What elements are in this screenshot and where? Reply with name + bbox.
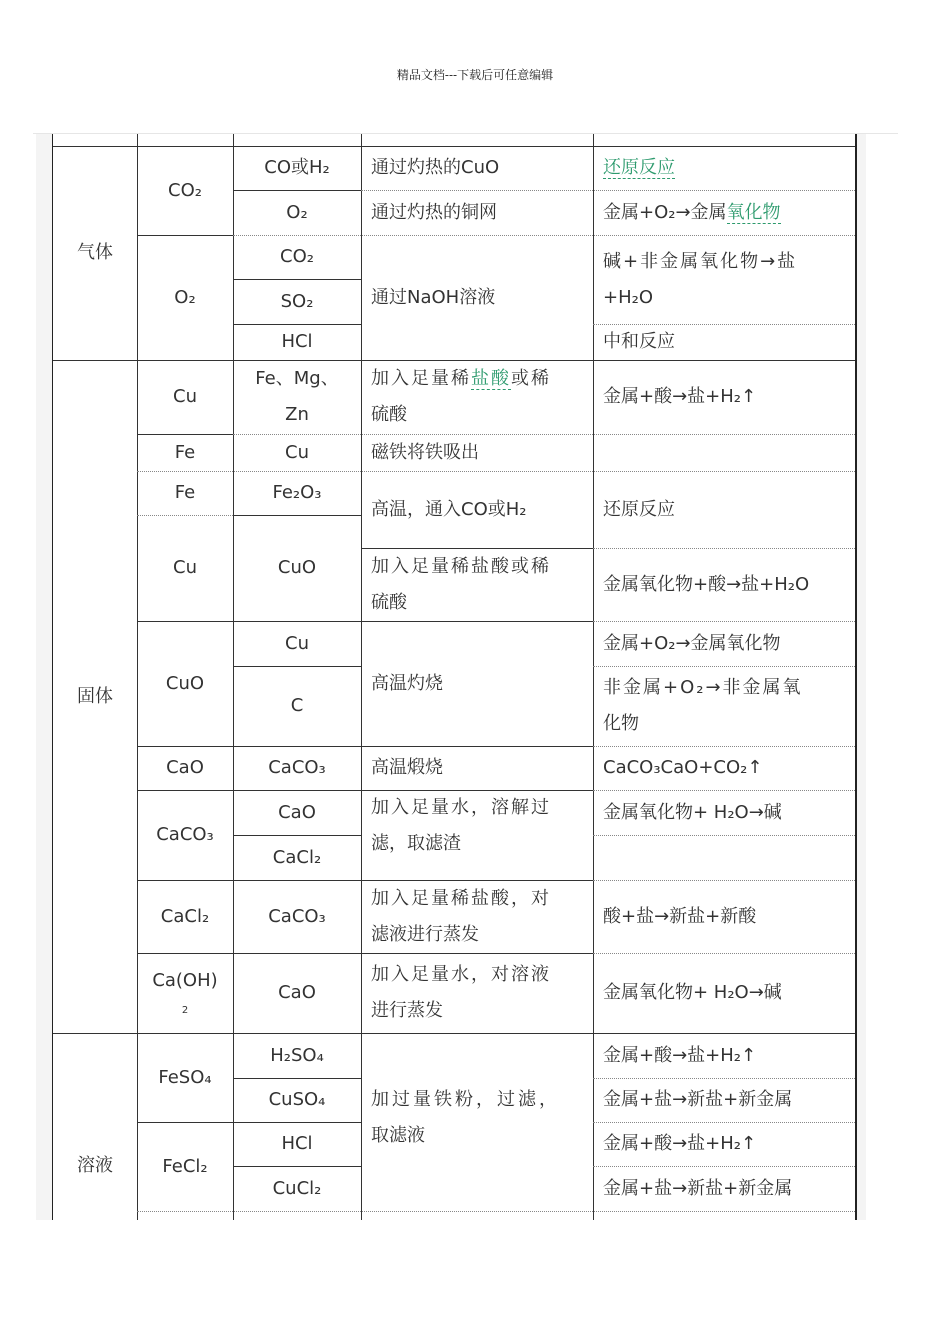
impurity-label: CaCO₃ bbox=[268, 905, 326, 927]
method-text: 通过灼热的铜网 bbox=[371, 201, 497, 223]
oxide-link[interactable]: 氧化物 bbox=[726, 201, 781, 223]
principle-cell bbox=[593, 190, 855, 235]
substance-cell bbox=[137, 746, 233, 790]
impurity-label: CaCO₃ bbox=[268, 757, 326, 778]
method-text: 滤液进行蒸发 bbox=[371, 923, 479, 945]
method-text: 高温煅烧 bbox=[371, 757, 443, 778]
principle-cell bbox=[593, 324, 855, 360]
impurity-label: Fe、Mg、Zn bbox=[255, 368, 339, 425]
method-cell bbox=[361, 434, 593, 471]
principle-text: +H₂O bbox=[603, 286, 654, 308]
method-cell bbox=[361, 548, 593, 621]
category-solution bbox=[53, 1033, 137, 1299]
principle-line bbox=[603, 195, 781, 231]
principle-text: 金属+盐→新盐+新金属 bbox=[603, 1177, 793, 1199]
principle-cell bbox=[593, 1122, 855, 1166]
substance-cell bbox=[137, 1122, 233, 1211]
principle-text: 金属+盐→新盐+新金属 bbox=[603, 1089, 793, 1110]
substance-label: Fe bbox=[174, 482, 196, 503]
impurity-label: CaO bbox=[278, 982, 316, 1003]
hydrochloric-acid-link[interactable]: 盐酸 bbox=[471, 368, 511, 389]
principle-cell bbox=[593, 548, 855, 621]
impurity-cell bbox=[233, 434, 361, 471]
method-text: 加入足量水，对溶液 bbox=[371, 964, 551, 985]
impurity-cell bbox=[233, 666, 361, 746]
principle-text: 金属氧化物+酸→盐+H₂O bbox=[603, 573, 810, 595]
method-cell bbox=[361, 471, 593, 548]
impurity-cell bbox=[233, 1033, 361, 1078]
impurity-label: CuO bbox=[277, 557, 317, 578]
row-line bbox=[593, 835, 855, 836]
impurity-label: Cu bbox=[285, 441, 309, 463]
purification-table bbox=[52, 134, 857, 1220]
impurity-cell bbox=[233, 190, 361, 235]
substance-cell bbox=[137, 790, 233, 880]
principle-cell bbox=[593, 746, 855, 790]
method-text: 加入足量稀盐酸或稀 bbox=[371, 555, 551, 577]
principle-cell bbox=[593, 621, 855, 666]
category-label: 固体 bbox=[77, 685, 113, 707]
method-cell bbox=[361, 235, 593, 360]
principle-text: 酸+盐→新盐+新酸 bbox=[603, 905, 757, 927]
impurity-label: CaO bbox=[278, 801, 316, 823]
impurity-cell bbox=[233, 146, 361, 190]
principle-cell bbox=[593, 146, 855, 190]
substance-label: FeSO₄ bbox=[158, 1066, 212, 1088]
substance-cell bbox=[137, 621, 233, 746]
substance-label: Fe bbox=[174, 441, 196, 463]
impurity-cell bbox=[233, 880, 361, 953]
method-text: 取滤液 bbox=[371, 1125, 425, 1146]
substance-label: Cu bbox=[173, 386, 197, 407]
method-text: 进行蒸发 bbox=[371, 1000, 443, 1021]
method-cell bbox=[361, 790, 593, 880]
category-label: 溶液 bbox=[77, 1155, 113, 1176]
impurity-label: CO或H₂ bbox=[264, 157, 330, 178]
impurity-cell bbox=[233, 324, 361, 360]
principle-text: 化物 bbox=[603, 713, 639, 734]
impurity-cell bbox=[233, 360, 361, 434]
impurity-cell bbox=[233, 621, 361, 666]
substance-cell bbox=[137, 515, 233, 621]
impurity-label: CO₂ bbox=[280, 246, 314, 267]
method-cell bbox=[361, 621, 593, 746]
impurity-cell bbox=[233, 1122, 361, 1166]
principle-cell bbox=[593, 360, 855, 434]
substance-cell bbox=[137, 360, 233, 434]
method-text: 滤，取滤渣 bbox=[371, 833, 461, 854]
method-cell bbox=[361, 1078, 593, 1158]
substance-label: Ca(OH) bbox=[152, 970, 218, 991]
substance-cell bbox=[137, 471, 233, 515]
principle-text: 金属+O₂→金属 bbox=[603, 201, 727, 223]
impurity-label: Cu bbox=[285, 632, 309, 654]
substance-cell bbox=[137, 953, 233, 1033]
principle-cell bbox=[593, 471, 855, 548]
principle-text: 碱+非金属氧化物→盐 bbox=[603, 250, 798, 272]
substance-cell bbox=[137, 235, 233, 360]
substance-cell bbox=[137, 1033, 233, 1122]
impurity-cell bbox=[233, 746, 361, 790]
principle-cell bbox=[593, 666, 855, 746]
principle-text: 金属氧化物+ H₂O→碱 bbox=[603, 982, 782, 1003]
category-label: 气体 bbox=[77, 242, 113, 263]
method-text: 磁铁将铁吸出 bbox=[371, 441, 479, 463]
principle-text: CaCO₃CaO+CO₂↑ bbox=[603, 757, 763, 778]
substance-label: CaCl₂ bbox=[160, 905, 210, 927]
substance-cell bbox=[137, 434, 233, 471]
substance-label: FeCl₂ bbox=[162, 1155, 208, 1177]
impurity-cell bbox=[233, 1078, 361, 1122]
impurity-label: H₂SO₄ bbox=[270, 1044, 324, 1066]
impurity-cell bbox=[233, 953, 361, 1033]
method-cell bbox=[361, 360, 593, 434]
method-cell bbox=[361, 190, 593, 235]
page-header: 精品文档---下载后可任意编辑 bbox=[396, 68, 554, 82]
principle-text: 中和反应 bbox=[603, 331, 675, 352]
impurity-label: SO₂ bbox=[280, 290, 314, 312]
method-text: 高温，通入CO或H₂ bbox=[371, 498, 527, 520]
impurity-label: O₂ bbox=[286, 201, 308, 223]
method-text: 通过NaOH溶液 bbox=[371, 286, 496, 308]
impurity-cell bbox=[233, 515, 361, 621]
principle-cell bbox=[593, 1078, 855, 1122]
reduction-reaction-link[interactable]: 还原反应 bbox=[603, 157, 675, 178]
impurity-cell bbox=[233, 835, 361, 880]
substance-label: CaCO₃ bbox=[156, 824, 214, 845]
method-text: 加入足量水，溶解过 bbox=[371, 797, 551, 818]
impurity-cell bbox=[233, 235, 361, 279]
principle-text: 还原反应 bbox=[603, 498, 675, 520]
method-cell bbox=[361, 880, 593, 953]
substance-label: CuO bbox=[165, 672, 205, 694]
method-text: 高温灼烧 bbox=[371, 672, 443, 694]
principle-text: 金属+酸→盐+H₂↑ bbox=[603, 1044, 757, 1066]
method-text: 通过灼热的CuO bbox=[371, 157, 500, 178]
method-text: 硫酸 bbox=[371, 404, 407, 425]
method-cell bbox=[361, 953, 593, 1033]
method-text: 硫酸 bbox=[371, 591, 407, 613]
principle-cell bbox=[593, 235, 855, 324]
impurity-label: Fe₂O₃ bbox=[272, 482, 322, 503]
method-text: 或稀 bbox=[511, 368, 551, 389]
substance-label: Cu bbox=[173, 557, 197, 578]
impurity-label: CuCl₂ bbox=[272, 1177, 322, 1199]
method-text: 加入足量稀 bbox=[371, 368, 471, 389]
substance-label: CaO bbox=[166, 757, 204, 778]
impurity-label: HCl bbox=[281, 331, 313, 352]
substance-subscript: 2 bbox=[181, 1005, 189, 1016]
impurity-cell bbox=[233, 471, 361, 515]
impurity-label: CaCl₂ bbox=[272, 846, 322, 868]
method-text: 加过量铁粉，过滤， bbox=[371, 1089, 560, 1110]
method-text: 加入足量稀盐酸，对 bbox=[371, 887, 551, 909]
method-line bbox=[371, 361, 551, 397]
principle-text: 金属氧化物+ H₂O→碱 bbox=[603, 801, 782, 823]
principle-text: 金属+酸→盐+H₂↑ bbox=[603, 1133, 757, 1154]
category-solid bbox=[53, 360, 137, 1033]
principle-text: 金属+酸→盐+H₂↑ bbox=[603, 386, 757, 407]
substance-cell bbox=[137, 146, 233, 235]
impurity-label: CuSO₄ bbox=[268, 1089, 326, 1110]
impurity-cell bbox=[233, 790, 361, 835]
substance-label: O₂ bbox=[174, 286, 196, 308]
impurity-label: C bbox=[290, 695, 304, 716]
impurity-cell bbox=[233, 1166, 361, 1211]
principle-cell bbox=[593, 953, 855, 1033]
method-cell bbox=[361, 146, 593, 190]
principle-cell bbox=[593, 1033, 855, 1078]
principle-text: 金属+O₂→金属氧化物 bbox=[603, 632, 781, 654]
impurity-label: HCl bbox=[281, 1133, 313, 1154]
category-gas bbox=[53, 146, 137, 360]
principle-cell bbox=[593, 1166, 855, 1211]
principle-text: 非金属+O₂→非金属氧 bbox=[603, 677, 803, 698]
substance-label: CO₂ bbox=[168, 179, 202, 201]
row-line bbox=[137, 1211, 855, 1212]
principle-cell bbox=[593, 790, 855, 835]
impurity-cell bbox=[233, 279, 361, 324]
method-cell bbox=[361, 746, 593, 790]
substance-cell bbox=[137, 880, 233, 953]
principle-cell bbox=[593, 880, 855, 953]
